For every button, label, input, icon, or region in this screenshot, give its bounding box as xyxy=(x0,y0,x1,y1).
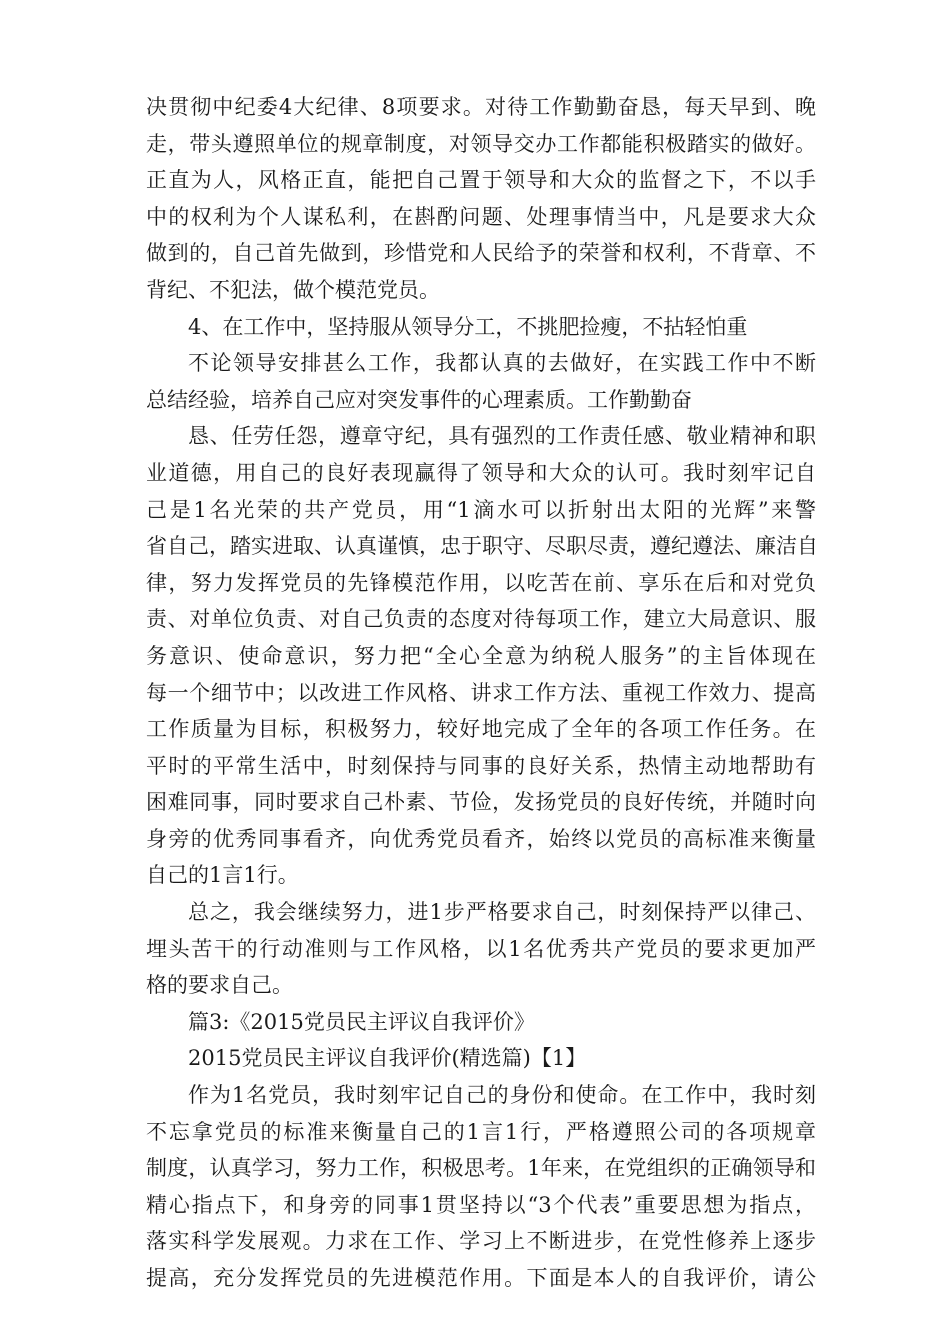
text-line: 恳、任劳任怨，遵章守纪，具有强烈的工作责任感、敬业精神和职 xyxy=(188,424,816,449)
text-line: 身旁的优秀同事看齐，向优秀党员看齐，始终以党员的高标准来衡量 xyxy=(146,826,816,851)
document-body xyxy=(146,89,816,1297)
text-line: 总结经验，培养自己应对突发事件的心理素质。工作勤勤奋 xyxy=(146,387,692,412)
text-line: 走，带头遵照单位的规章制度，对领导交办工作都能积极踏实的做好。 xyxy=(146,131,816,156)
text-line: 己是1名光荣的共产党员，用“1滴水可以折射出太阳的光辉”来警 xyxy=(146,497,816,522)
text-line: 埋头苦干的行动准则与工作风格，以1名优秀共产党员的要求更加严 xyxy=(146,936,816,961)
text-line: 不论领导安排甚么工作，我都认真的去做好，在实践工作中不断 xyxy=(188,351,816,376)
text-line: 工作质量为目标，积极努力，较好地完成了全年的各项工作任务。在 xyxy=(146,717,816,742)
text-line: 自己的1言1行。 xyxy=(146,863,299,888)
text-line: 律，努力发挥党员的先锋模范作用，以吃苦在前、享乐在后和对党负 xyxy=(146,570,816,595)
text-line: 做到的，自己首先做到，珍惜党和人民给予的荣誉和权利，不背章、不 xyxy=(146,241,816,266)
text-line: 正直为人，风格正直，能把自己置于领导和大众的监督之下，不以手 xyxy=(146,168,816,193)
text-line: 每一个细节中；以改进工作风格、讲求工作方法、重视工作效力、提高 xyxy=(146,680,816,705)
text-line: 平时的平常生活中，时刻保持与同事的良好关系，热情主动地帮助有 xyxy=(146,753,816,778)
text-line: 作为1名党员，我时刻牢记自己的身份和使命。在工作中，我时刻 xyxy=(188,1083,816,1108)
article-title: 篇3:《2015党员民主评议自我评价》 xyxy=(188,1009,535,1034)
text-line: 精心指点下，和身旁的同事1贯坚持以“3个代表”重要思想为指点， xyxy=(146,1192,816,1217)
text-line: 中的权利为个人谋私利，在斟酌问题、处理事情当中，凡是要求大众 xyxy=(146,204,816,229)
text-line: 提高，充分发挥党员的先进模范作用。下面是本人的自我评价，请公 xyxy=(146,1266,816,1290)
text-line: 背纪、不犯法，做个模范党员。 xyxy=(146,277,440,302)
text-line: 格的要求自己。 xyxy=(146,973,293,998)
text-line: 省自己，踏实进取、认真谨慎，忠于职守、尽职尽责，遵纪遵法、廉洁自 xyxy=(146,534,818,559)
article-subtitle: 2015党员民主评议自我评价(精选篇)【1】 xyxy=(188,1046,587,1071)
text-line: 责、对单位负责、对自己负责的态度对待每项工作，建立大局意识、服 xyxy=(146,607,816,632)
text-line: 制度，认真学习，努力工作，积极思考。1年来，在党组织的正确领导和 xyxy=(146,1156,816,1181)
text-line: 总之，我会继续努力，进1步严格要求自己，时刻保持严以律己、 xyxy=(188,900,816,925)
text-line: 落实科学发展观。力求在工作、学习上不断进步，在党性修养上逐步 xyxy=(146,1229,816,1254)
text-line: 务意识、使命意识，努力把“全心全意为纳税人服务”的主旨体现在 xyxy=(146,643,816,668)
text-line: 困难同事，同时要求自己朴素、节俭，发扬党员的良好传统，并随时向 xyxy=(146,790,816,815)
text-line: 决贯彻中纪委4大纪律、8项要求。对待工作勤勤奋恳，每天早到、晚 xyxy=(146,95,816,119)
text-line: 业道德，用自己的良好表现赢得了领导和大众的认可。我时刻牢记自 xyxy=(146,460,816,485)
text-line: 不忘拿党员的标准来衡量自己的1言1行，严格遵照公司的各项规章 xyxy=(146,1119,816,1144)
section-heading: 4、在工作中，坚持服从领导分工，不挑肥捡瘦，不拈轻怕重 xyxy=(188,314,748,339)
